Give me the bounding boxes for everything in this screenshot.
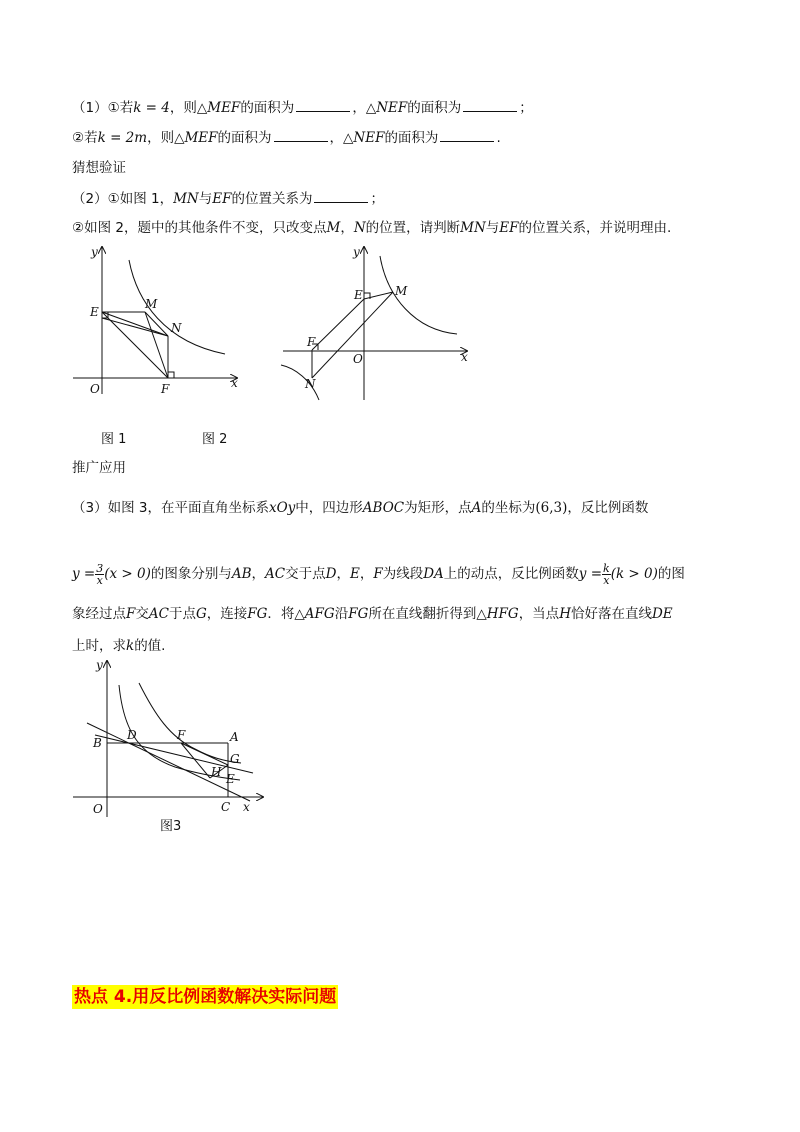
label-O: O bbox=[353, 352, 363, 366]
answer-blank[interactable] bbox=[296, 97, 350, 112]
label-C: C bbox=[221, 800, 231, 814]
answer-blank[interactable] bbox=[274, 127, 328, 142]
label-x: x bbox=[461, 350, 468, 364]
label-E: E bbox=[354, 288, 363, 302]
label-O: O bbox=[93, 802, 103, 816]
label-N: N bbox=[305, 377, 316, 391]
label-D: D bbox=[127, 728, 137, 742]
label-E: E bbox=[90, 305, 99, 319]
label-x: x bbox=[231, 376, 238, 390]
figure-2-caption: 图 2 bbox=[202, 432, 228, 447]
figure-1-caption: 图 1 bbox=[101, 432, 127, 447]
label-F: F bbox=[161, 382, 170, 396]
figure-1 bbox=[65, 242, 255, 402]
answer-blank[interactable] bbox=[440, 127, 494, 142]
hot-point-heading: 热点 4.用反比例函数解决实际问题 bbox=[74, 987, 337, 1007]
label-B: B bbox=[93, 736, 102, 750]
figure-2 bbox=[275, 242, 475, 402]
label-F: F bbox=[307, 335, 316, 349]
q2-line-2: ②如图 2，题中的其他条件不变，只改变点M，N的位置，请判断MN与EF的位置关系，并说明理由. bbox=[72, 220, 672, 236]
q3-line-2: y = $\frac{3}{x}$ (x > 0)的图象分别与AB，AC交于点D，E，F为线段DA上的动点，反比例函数y = $\frac{k}{x}$ (k > 0)的图 bbox=[72, 561, 685, 587]
label-A: A bbox=[230, 730, 239, 744]
answer-blank[interactable] bbox=[314, 188, 368, 203]
curve-y-k-over-x bbox=[139, 683, 241, 763]
label-M: M bbox=[395, 284, 408, 298]
section-apply-heading: 推广应用 bbox=[72, 460, 126, 476]
label-H: H bbox=[211, 765, 222, 779]
label-y: y bbox=[91, 245, 98, 259]
label-F: F bbox=[177, 728, 186, 742]
figure-3 bbox=[65, 655, 275, 820]
q1-line-2: ②若k = 2m，则△MEF的面积为 ，△NEF的面积为 . bbox=[72, 127, 501, 148]
line-DE bbox=[87, 723, 250, 801]
q3-line-3: 象经过点F交AC于点G，连接FG．将△AFG沿FG所在直线翻折得到△HFG，当点H恰好落在直线DE bbox=[72, 606, 673, 622]
answer-blank[interactable] bbox=[463, 97, 517, 112]
figure-3-caption: 图3 bbox=[160, 819, 182, 834]
q2-line-1: （2）①如图 1，MN与EF的位置关系为 ； bbox=[72, 188, 384, 209]
label-O: O bbox=[90, 382, 100, 396]
label-x: x bbox=[243, 800, 250, 814]
label-M: M bbox=[145, 297, 158, 311]
section-guess-heading: 猜想验证 bbox=[72, 160, 126, 176]
label-N: N bbox=[171, 321, 182, 335]
label-y: y bbox=[353, 245, 360, 259]
fraction-k-over-x: $\frac{k}{x}$ bbox=[603, 561, 610, 587]
hyperbola-curve bbox=[129, 260, 225, 354]
hyperbola-curve-right bbox=[380, 256, 457, 334]
fraction-3-over-x: $\frac{3}{x}$ bbox=[96, 561, 104, 587]
label-y: y bbox=[96, 658, 103, 672]
q3-line-4: 上时，求k的值. bbox=[72, 638, 166, 654]
q3-line-1: （3）如图 3，在平面直角坐标系xOy中，四边形ABOC为矩形，点A的坐标为(6,3)，反比例函数 bbox=[72, 500, 649, 516]
label-E: E bbox=[226, 772, 235, 786]
label-G: G bbox=[230, 752, 240, 766]
q1-line-1: （1）①若k = 4，则△MEF的面积为 ，△NEF的面积为 ； bbox=[72, 97, 533, 118]
